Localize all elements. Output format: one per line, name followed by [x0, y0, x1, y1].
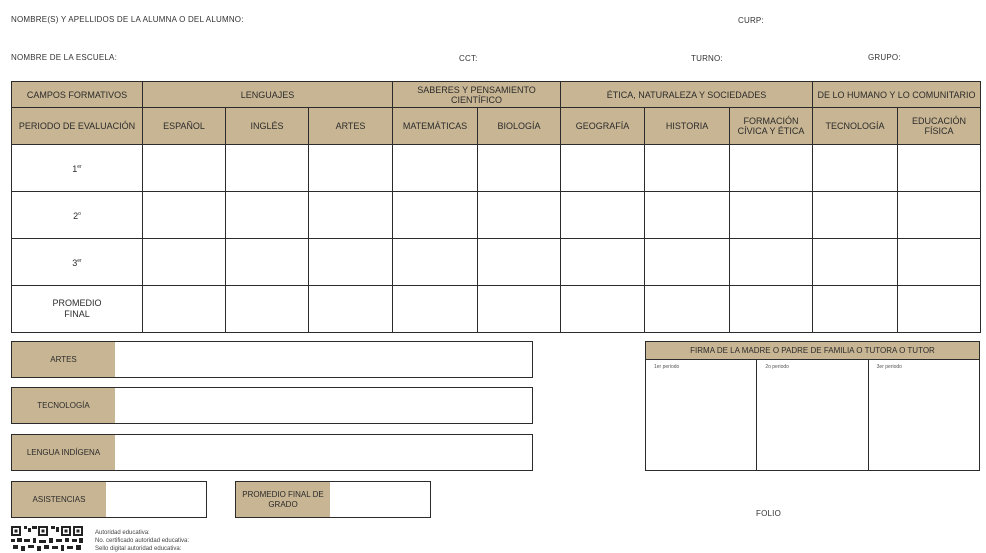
subject-header: FORMACIÓN CÍVICA Y ÉTICA: [730, 108, 813, 145]
asistencias-box: [11, 481, 207, 518]
promedio-grado-box-label: PROMEDIO FINAL DE GRADO: [236, 482, 330, 517]
promedio-final-label: PROMEDIO FINAL: [12, 286, 143, 333]
grade-cell[interactable]: [143, 286, 226, 333]
student-name-label: NOMBRE(S) Y APELLIDOS DE LA ALUMNA O DEL ALUMNO:: [11, 15, 244, 24]
lengua-indigena-box: [11, 434, 533, 471]
grade-cell[interactable]: [898, 286, 981, 333]
signature-period-3-label: 3er periodo: [876, 364, 902, 370]
grade-cell[interactable]: [730, 239, 813, 286]
grade-cell[interactable]: [393, 192, 478, 239]
grade-cell[interactable]: [898, 192, 981, 239]
period-ordinal: er: [77, 163, 82, 170]
grade-cell[interactable]: [813, 239, 898, 286]
period-label: [12, 145, 143, 192]
grade-cell[interactable]: [226, 192, 309, 239]
grade-cell[interactable]: [730, 286, 813, 333]
grade-cell[interactable]: [813, 192, 898, 239]
group-header: SABERES Y PENSAMIENTO CIENTÍFICO: [393, 82, 561, 108]
lengua-indigena-box-field[interactable]: [115, 435, 532, 470]
subject-header: EDUCACIÓN FÍSICA: [898, 108, 981, 145]
group-header: LENGUAJES: [143, 82, 393, 108]
artes-box: [11, 341, 533, 378]
promedio-grado-box: [235, 481, 431, 518]
asistencias-box-label: ASISTENCIAS: [12, 482, 106, 517]
signature-box-title: FIRMA DE LA MADRE O PADRE DE FAMILIA O TUTORA O TUTOR: [646, 342, 979, 360]
cct-label: CCT:: [459, 54, 478, 63]
grade-cell[interactable]: [561, 145, 645, 192]
subject-header: INGLÉS: [226, 108, 309, 145]
group-header: ÉTICA, NATURALEZA Y SOCIEDADES: [561, 82, 813, 108]
signature-period-3[interactable]: [869, 360, 979, 470]
subject-header: MATEMÁTICAS: [393, 108, 478, 145]
footer-line-sello: Sello digital autoridad educativa:: [95, 546, 182, 552]
grade-cell[interactable]: [645, 286, 730, 333]
grade-cell[interactable]: [730, 192, 813, 239]
grade-cell[interactable]: [645, 145, 730, 192]
subject-header: TECNOLOGÍA: [813, 108, 898, 145]
period-label: [12, 239, 143, 286]
grade-cell[interactable]: [478, 145, 561, 192]
period-number: 2: [73, 210, 79, 221]
asistencias-box-field[interactable]: [106, 482, 206, 517]
footer-line-certificado: No. certificado autoridad educativa:: [95, 538, 190, 544]
signature-box: [645, 341, 980, 471]
artes-box-field[interactable]: [115, 342, 532, 377]
footer-info: [95, 529, 189, 553]
curp-label: CURP:: [738, 16, 764, 25]
group-header: DE LO HUMANO Y LO COMUNITARIO: [813, 82, 981, 108]
grade-cell[interactable]: [143, 192, 226, 239]
school-name-label: NOMBRE DE LA ESCUELA:: [11, 53, 118, 62]
grade-cell[interactable]: [309, 286, 393, 333]
period-label: [12, 192, 143, 239]
grade-cell[interactable]: [478, 286, 561, 333]
folio-label: FOLIO: [756, 509, 782, 518]
subject-header: HISTORIA: [645, 108, 730, 145]
grade-cell[interactable]: [645, 192, 730, 239]
periodo-evaluacion-header: PERIODO DE EVALUACIÓN: [12, 108, 143, 145]
grade-cell[interactable]: [645, 239, 730, 286]
promedio-grado-box-field[interactable]: [330, 482, 430, 517]
period-ordinal: er: [77, 257, 82, 264]
signature-period-1[interactable]: [646, 360, 757, 470]
tecnologia-box-label: TECNOLOGÍA: [12, 388, 115, 423]
grupo-label: GRUPO:: [868, 53, 901, 62]
grade-cell[interactable]: [813, 145, 898, 192]
grade-cell[interactable]: [143, 145, 226, 192]
artes-box-label: ARTES: [12, 342, 115, 377]
grade-cell[interactable]: [898, 239, 981, 286]
tecnologia-box: [11, 387, 533, 424]
grade-cell[interactable]: [143, 239, 226, 286]
grades-table: [11, 81, 981, 333]
grade-cell[interactable]: [309, 239, 393, 286]
campos-formativos-header: CAMPOS FORMATIVOS: [12, 82, 143, 108]
grade-cell[interactable]: [813, 286, 898, 333]
grade-cell[interactable]: [478, 192, 561, 239]
qr-code-icon: [11, 526, 85, 552]
table-row: [12, 192, 981, 239]
signature-period-1-label: 1er periodo: [654, 364, 680, 370]
grade-cell[interactable]: [478, 239, 561, 286]
footer-line-autoridad: Autoridad educativa:: [95, 530, 150, 536]
period-ordinal: o: [78, 210, 81, 217]
grade-cell[interactable]: [226, 286, 309, 333]
lengua-indigena-box-label: LENGUA INDÍGENA: [12, 435, 115, 470]
grade-cell[interactable]: [309, 145, 393, 192]
turno-label: TURNO:: [691, 54, 723, 63]
signature-period-2-label: 2o periodo: [765, 364, 789, 370]
subject-header: ESPAÑOL: [143, 108, 226, 145]
table-row: [12, 286, 981, 333]
table-row: [12, 239, 981, 286]
grade-cell[interactable]: [393, 239, 478, 286]
grade-cell[interactable]: [730, 145, 813, 192]
grade-cell[interactable]: [393, 286, 478, 333]
tecnologia-box-field[interactable]: [115, 388, 532, 423]
grade-cell[interactable]: [561, 192, 645, 239]
signature-period-2[interactable]: [757, 360, 868, 470]
grade-cell[interactable]: [561, 286, 645, 333]
grade-cell[interactable]: [226, 239, 309, 286]
subject-header: BIOLOGÍA: [478, 108, 561, 145]
subject-header: ARTES: [309, 108, 393, 145]
table-row: [12, 145, 981, 192]
period-number: 3: [72, 257, 78, 268]
grade-cell[interactable]: [561, 239, 645, 286]
grade-cell[interactable]: [309, 192, 393, 239]
grade-cell[interactable]: [393, 145, 478, 192]
grade-cell[interactable]: [898, 145, 981, 192]
subject-header: GEOGRAFÍA: [561, 108, 645, 145]
grade-cell[interactable]: [226, 145, 309, 192]
period-number: 1: [72, 163, 78, 174]
